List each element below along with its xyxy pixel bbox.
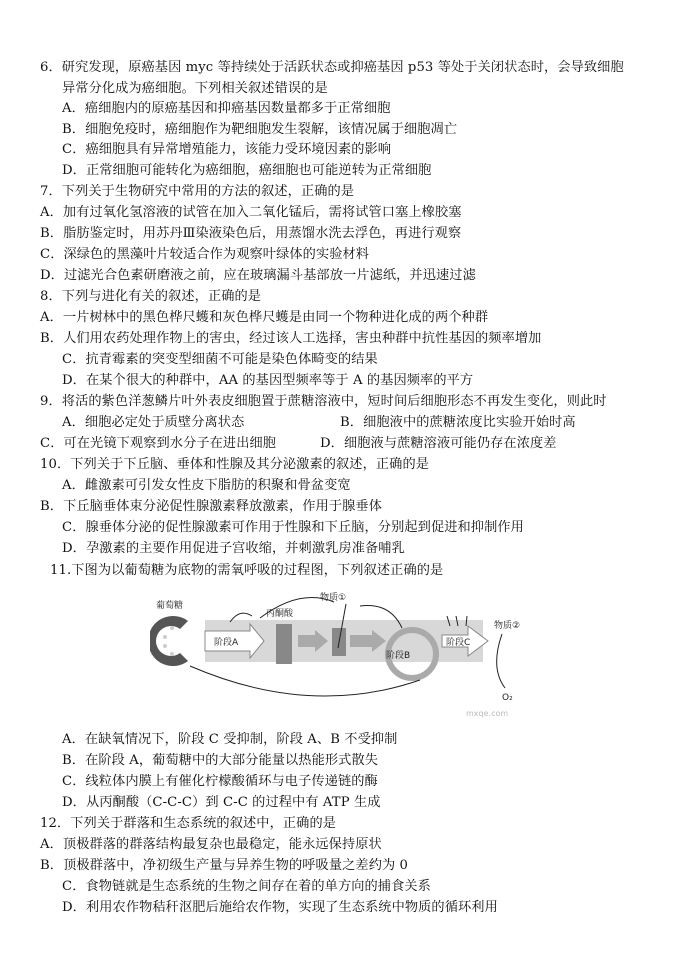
q9-option-d: D．细胞液与蔗糖溶液可能仍存在浓度差 [320,436,557,451]
q8-option-c: C．抗青霉素的突变型细菌不可能是染色体畸变的结果 [62,352,378,367]
q12-option-b: B．顶极群落中，净初级生产量与异养生物的呼吸量之差约为 0 [40,858,409,873]
q9-option-c: C．可在光镜下观察到水分子在进出细胞 [40,436,277,451]
q6-stem-line1: 6．研究发现，原癌基因 myc 等持续处于活跃状态或抑癌基因 p53 等处于关闭状态时，会导致细胞 [40,60,624,75]
substance2-label: 物质② [494,621,521,631]
q6-option-d: D．正常细胞可能转化为癌细胞，癌细胞也可能逆转为正常细胞 [62,163,432,178]
glucose-shape [150,616,188,666]
q7-option-b: B．脂肪鉴定时，用苏丹Ⅲ染液染色后，用蒸馏水洗去浮色，再进行观察 [40,226,462,241]
aerobic-respiration-diagram [150,588,540,720]
pyruvate-label: 丙酮酸 [266,609,294,619]
q10-option-c: C．腺垂体分泌的促性腺激素可作用于性腺和下丘脑，分别起到促进和抑制作用 [62,520,524,535]
q11-option-b: B．在阶段 A，葡萄糖中的大部分能量以热能形式散失 [62,753,379,768]
q11-stem: 11.下图为以葡萄糖为底物的需氧呼吸的过程图，下列叙述正确的是 [50,563,444,578]
stage-b-label: 阶段B [386,651,411,661]
return-arc [190,666,420,696]
q7-option-a: A．加有过氧化氢溶液的试管在加入二氧化锰后，需将试管口塞上橡胶塞 [40,205,462,220]
q8-stem: 8．下列与进化有关的叙述，正确的是 [40,289,262,304]
q6-option-c: C．癌细胞具有异常增殖能力，该能力受环境因素的影响 [62,142,392,157]
q7-option-d: D．过滤光合色素研磨液之前，应在玻璃漏斗基部放一片滤纸，并迅速过滤 [40,268,476,283]
pyruvate-box [276,624,292,664]
q6-option-a: A．癌细胞内的原癌基因和抑癌基因数量都多于正常细胞 [62,101,391,116]
q12-option-d: D．利用农作物秸秆沤肥后施给农作物，实现了生态系统中物质的循环利用 [62,900,498,915]
q8-option-b: B．人们用农药处理作物上的害虫，经过该人工选择，害虫种群中抗性基因的频率增加 [40,331,542,346]
q12-stem: 12．下列关于群落和生态系统的叙述中，正确的是 [40,816,337,831]
stage-c-label: 阶段C [446,638,471,648]
glucose-label: 葡萄糖 [156,601,184,611]
q9-option-b: B．细胞液中的蔗糖浓度比实验开始时高 [340,415,576,430]
q9-option-a: A．细胞必定处于质壁分离状态 [62,415,245,430]
q10-option-a: A．雌激素可引发女性皮下脂肪的积聚和骨盆变宽 [62,478,351,493]
oxygen-label: O₂ [502,693,513,703]
q11-option-d: D．从丙酮酸（C-C-C）到 C-C 的过程中有 ATP 生成 [62,795,381,810]
substance1-label: 物质① [320,593,347,603]
q12-option-a: A．顶极群落的群落结构最复杂也最稳定，能永远保持原状 [40,837,382,852]
q12-option-c: C．食物链就是生态系统的生物之间存在着的单方向的捕食关系 [62,879,431,894]
q11-option-a: A．在缺氧情况下，阶段 C 受抑制，阶段 A、B 不受抑制 [62,732,398,747]
q7-stem: 7．下列关于生物研究中常用的方法的叙述，正确的是 [40,184,355,199]
q8-option-a: A．一片树林中的黑色桦尺蠖和灰色桦尺蠖是由同一个物种进化成的两个种群 [40,310,489,325]
q10-option-b: B．下丘脑垂体束分泌促性腺激素释放激素，作用于腺垂体 [40,499,382,514]
q8-option-d: D．在某个很大的种群中，AA 的基因型频率等于 A 的基因频率的平方 [62,373,474,388]
q6-option-b: B．细胞免疫时，癌细胞作为靶细胞发生裂解，该情况属于细胞凋亡 [62,122,458,137]
stage-a-label: 阶段A [214,638,239,648]
q10-stem: 10．下列关于下丘脑、垂体和性腺及其分泌激素的叙述，正确的是 [40,457,430,472]
q10-option-d: D．孕激素的主要作用促进子宫收缩，并刺激乳房准备哺乳 [62,541,405,556]
oxygen-arrow [497,634,505,688]
q7-option-c: C．深绿色的黑藻叶片较适合作为观察叶绿体的实验材料 [40,247,370,262]
watermark: mxqe.com [466,709,509,718]
q6-stem-line2: 异常分化成为癌细胞。下列相关叙述错误的是 [62,81,328,96]
q9-stem: 9．将活的紫色洋葱鳞片叶外表皮细胞置于蔗糖溶液中，短时间后细胞形态不再发生变化，则此时 [40,394,607,409]
q11-option-c: C．线粒体内膜上有催化柠檬酸循环与电子传递链的酶 [62,774,378,789]
